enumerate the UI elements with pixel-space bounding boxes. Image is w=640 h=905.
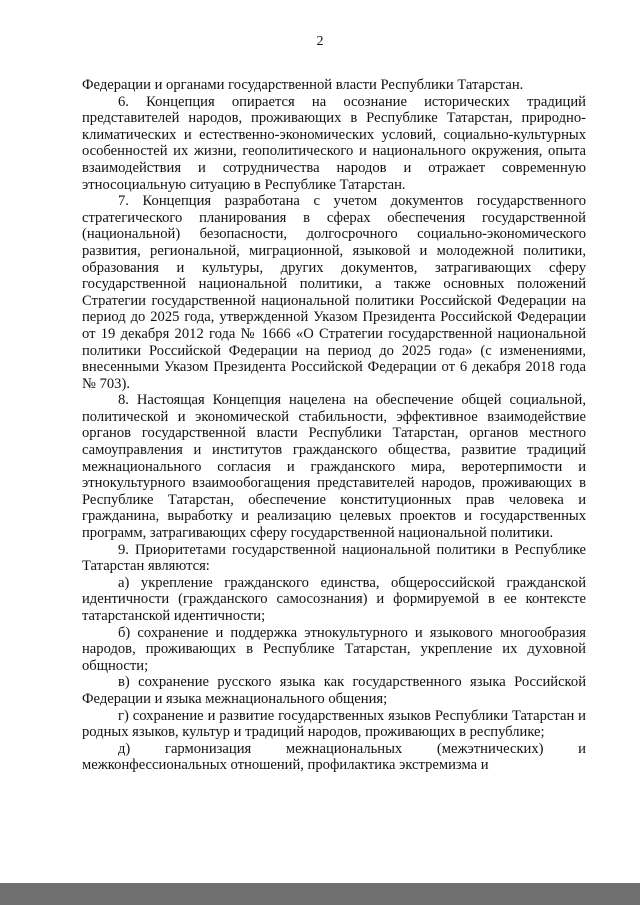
paragraph-subitem-v: в) сохранение русского языка как государственного языка Российской Федерации и языка межнационального общения; <box>82 674 586 707</box>
paragraph-item-9: 9. Приоритетами государственной национальной политики в Республике Татарстан являются: <box>82 541 586 575</box>
page-bottom-edge <box>0 883 640 905</box>
paragraph-subitem-g: г) сохранение и развитие государственных языков Республики Татарстан и родных языков, культур и традиций народов, проживающих в республике; <box>82 707 586 741</box>
paragraph-item-7: 7. Концепция разработана с учетом документов государственного стратегического планирования в сферах обеспечения государственной (национальной) безопасности, долгосрочного социально-экономического развития, региональной, миграционной, языковой и молодежной политики, образования и культуры, других документов, затрагивающих сферу государственной национальной политики, а также основных положений Стратегии государственной национальной политики Российской Федерации на период до 2025 года, утвержденной Указом Президента Российской Федерации от 19 декабря 2012 года № 1666 «О Стратегии государственной национальной политики Российской Федерации на период до 2025 года» (с изменениями, внесенными Указом Президента Российской Федерации от 6 декабря 2018 года № 703). <box>82 193 586 392</box>
paragraph-item-6: 6. Концепция опирается на осознание исторических традиций представителей народов, проживающих в Республике Татарстан, природно-климатических и естественно-экономических условий, социально-культурных особенностей их жизни, геополитического и национального окружения, опыта взаимодействия и сотрудничества народов и отражает современную этносоциальную ситуацию в Республике Татарстан. <box>82 93 586 193</box>
paragraph-subitem-a: а) укрепление гражданского единства, общероссийской гражданской идентичности (гражданского самосознания) и формируемой в ее контексте татарстанской идентичности; <box>82 574 586 624</box>
paragraph-subitem-d: д) гармонизация межнациональных (межэтнических) и межконфессиональных отношений, профилактика экстремизма и <box>82 740 586 774</box>
document-body <box>82 77 586 774</box>
paragraph-continuation: Федерации и органами государственной власти Республики Татарстан. <box>82 77 524 93</box>
paragraph-item-8: 8. Настоящая Концепция нацелена на обеспечение общей социальной, политической и экономической стабильности, эффективное взаимодействие органов государственной власти Республики Татарстан, органов местного самоуправления и институтов гражданского общества, развитие традиций межнационального согласия и гражданского мира, веротерпимости и этнокультурного взаимообогащения представителей народов, проживающих в Республике Татарстан, обеспечение конституционных прав человека и гражданина, выработку и реализацию целевых проектов и государственных программ, затрагивающих сферу государственной национальной политики. <box>82 392 586 542</box>
paragraph-subitem-b: б) сохранение и поддержка этнокультурного и языкового многообразия народов, проживающих в Республике Татарстан, укрепление их духовной общности; <box>82 624 586 674</box>
page-number: 2 <box>316 34 324 49</box>
